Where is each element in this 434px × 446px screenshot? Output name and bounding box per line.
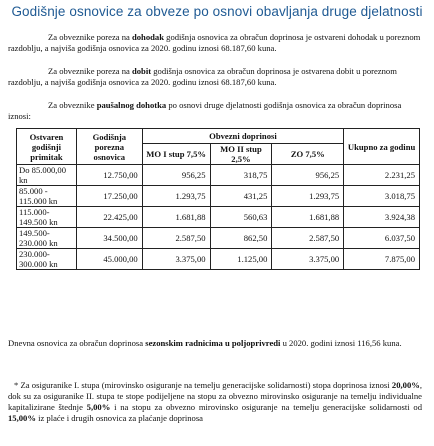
header-income: Ostvaren godišnji primitak (17, 129, 77, 165)
cell-mo2: 862,50 (210, 228, 272, 249)
bold-term: paušalnog dohotka (96, 100, 167, 110)
page-title: Godišnje osnovice za obveze po osnovi obavljanja druge djelatnosti (11, 4, 423, 19)
paragraph-profit-tax (8, 66, 422, 88)
header-contributions: Obvezni doprinosi (142, 129, 343, 144)
cell-mo2: 318,75 (210, 165, 272, 186)
cell-base: 34.500,00 (76, 228, 142, 249)
text: , dok su za osiguranike II. stupa te stope podijeljene na stopu za obvezno mirovinsko osiguranje na temelju individualne kapitalizirane štednje (8, 380, 422, 412)
contribution-table (16, 128, 420, 270)
bold-term: sezonskim radnicima u poljoprivredi (145, 338, 281, 348)
cell-income: 149.500- 230.000 kn (17, 228, 77, 249)
footnote (8, 380, 422, 424)
text: i na stopu za obvezno mirovinsko osiguranje na temelju generacijske solidarnosti od (110, 402, 422, 412)
cell-mo1: 2.587,50 (142, 228, 210, 249)
cell-zo: 1.293,75 (272, 186, 344, 207)
cell-total: 6.037,50 (344, 228, 420, 249)
header-zo: ZO 7,5% (272, 144, 344, 165)
text: Za obveznike (48, 100, 97, 110)
cell-mo1: 1.681,88 (142, 207, 210, 228)
header-base: Godišnja porezna osnovica (76, 129, 142, 165)
cell-base: 45.000,00 (76, 249, 142, 270)
table-row (17, 186, 420, 207)
header-mo1: MO I stup 7,5% (142, 144, 210, 165)
table-row (17, 228, 420, 249)
header-mo2: MO II stup 2,5% (210, 144, 272, 165)
text: Za obveznike poreza na (48, 32, 132, 42)
text: Za obveznike poreza na (48, 66, 132, 76)
text: godišnja osnovica za obračun doprinosa je ostvarena dobit u poreznom razdoblju, a najviša godišnja osnovica za 2020. godinu iznosi 68.187,60 kuna. (8, 66, 397, 87)
cell-income: Do 85.000,00 kn (17, 165, 77, 186)
cell-total: 7.875,00 (344, 249, 420, 270)
cell-income: 85.000 - 115.000 kn (17, 186, 77, 207)
cell-zo: 3.375,00 (272, 249, 344, 270)
cell-mo2: 431,25 (210, 186, 272, 207)
bold-term: dobit (131, 66, 152, 76)
text: u 2020. godini iznosi 116,56 kuna. (280, 338, 402, 348)
bold-term: dohodak (131, 32, 164, 42)
text: po osnovi druge djelatnosti godišnja osnovica za obračun doprinosa iznosi: (8, 100, 402, 121)
bold-rate: 20,00% (391, 380, 420, 390)
cell-zo: 1.681,88 (272, 207, 344, 228)
cell-mo2: 560,63 (210, 207, 272, 228)
paragraph-income-tax (8, 32, 422, 54)
text: * Za osiguranike I. stupa (mirovinsko osiguranje na temelju generacijske solidarnosti) stopa doprinosa iznosi (14, 380, 392, 390)
table-row (17, 165, 420, 186)
cell-mo2: 1.125,00 (210, 249, 272, 270)
bold-rate: 5,00% (86, 402, 111, 412)
cell-zo: 956,25 (272, 165, 344, 186)
cell-mo1: 956,25 (142, 165, 210, 186)
cell-base: 22.425,00 (76, 207, 142, 228)
cell-base: 12.750,00 (76, 165, 142, 186)
bold-rate: 15,00% (8, 413, 36, 423)
cell-total: 3.924,38 (344, 207, 420, 228)
text: godišnja osnovica za obračun doprinosa je ostvareni dohodak u poreznom razdoblju, a najviša godišnja osnovica za 2020. godinu iznosi 68.187,60 kuna. (8, 32, 421, 53)
cell-total: 2.231,25 (344, 165, 420, 186)
cell-mo1: 1.293,75 (142, 186, 210, 207)
paragraph-seasonal-workers (8, 338, 422, 349)
cell-mo1: 3.375,00 (142, 249, 210, 270)
header-total: Ukupno za godinu (344, 129, 420, 165)
paragraph-flat-rate (8, 100, 422, 122)
cell-income: 230.000- 300.000 kn (17, 249, 77, 270)
cell-base: 17.250,00 (76, 186, 142, 207)
text: Dnevna osnovica za obračun doprinosa (8, 338, 146, 348)
table-row (17, 249, 420, 270)
cell-zo: 2.587,50 (272, 228, 344, 249)
table-row (17, 207, 420, 228)
cell-income: 115.000- 149.500 kn (17, 207, 77, 228)
text: iz plaće i drugih osnovica za plaćanje doprinosa (35, 413, 203, 423)
cell-total: 3.018,75 (344, 186, 420, 207)
